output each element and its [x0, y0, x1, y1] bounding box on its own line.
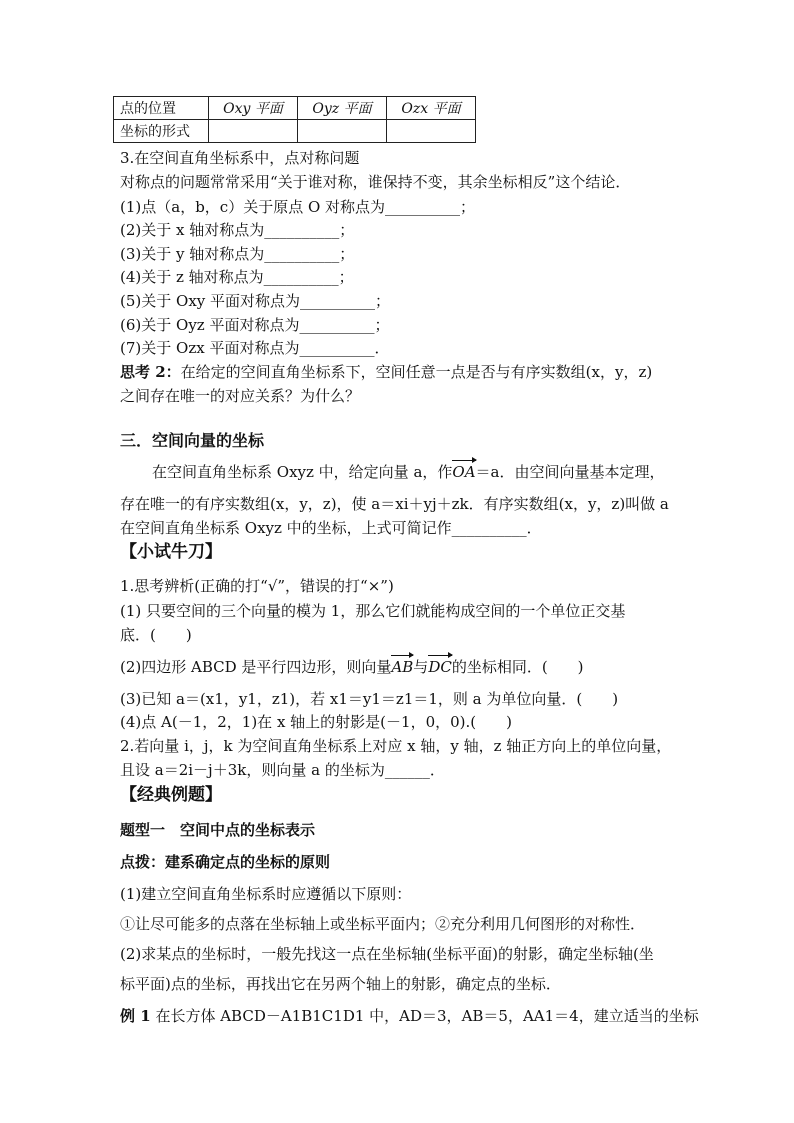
- paragraph-line: 在空间直角坐标系 Oxyz 中的坐标，上式可简记作__________．: [120, 519, 542, 537]
- table-cell: Ozx 平面: [387, 97, 476, 120]
- quiz-text: 与: [413, 658, 429, 676]
- tip-label: 点拨：建系确定点的坐标的原则: [120, 853, 331, 871]
- example-text: 在长方体 ABCD－A1B1C1D1 中，AD＝3，AB＝5，AA1＝4，建立适当的坐标: [155, 1007, 699, 1025]
- symmetry-item: (1)点（a，b，c）关于原点 O 对称点为__________；: [120, 198, 476, 216]
- symmetry-heading: 3.在空间直角坐标系中，点对称问题: [120, 149, 360, 167]
- paragraph-text: 在空间直角坐标系 Oxyz 中，给定向量 a，作: [152, 463, 453, 481]
- section-title: 三．空间向量的坐标: [120, 431, 265, 450]
- vector-oa: OA: [452, 463, 476, 481]
- think-text: 在给定的空间直角坐标系下，空间任意一点是否与有序实数组(x，y，z): [180, 363, 653, 381]
- quiz-question-cont: 且设 a＝2i－j＋3k，则向量 a 的坐标为______．: [120, 761, 445, 779]
- tip-line: (1)建立空间直角坐标系时应遵循以下原则：: [120, 885, 412, 903]
- table-cell: [387, 120, 476, 143]
- example-label: 例 1: [120, 1007, 151, 1025]
- symmetry-item: (5)关于 Oxy 平面对称点为__________；: [120, 292, 391, 310]
- quiz-item: (1) 只要空间的三个向量的模为 1，那么它们就能构成空间的一个单位正交基: [120, 602, 626, 620]
- quiz-item-cont: 底．( ): [120, 626, 192, 644]
- table-cell: 坐标的形式: [114, 120, 209, 143]
- type-heading: 题型一 空间中点的坐标表示: [120, 821, 316, 839]
- table-cell: Oyz 平面: [298, 97, 387, 120]
- think-label: 思考 2：: [120, 363, 181, 381]
- paragraph-line: [152, 462, 664, 482]
- example-line: [120, 1006, 699, 1026]
- table-cell: 点的位置: [114, 97, 209, 120]
- quiz-text: 的坐标相同．( ): [451, 658, 584, 676]
- symmetry-item: (3)关于 y 轴对称点为__________；: [120, 245, 355, 263]
- tip-line: (2)求某点的坐标时，一般先找这一点在坐标轴(坐标平面)的射影，确定坐标轴(坐: [120, 945, 654, 963]
- quiz-question: 2.若向量 i，j，k 为空间直角坐标系上对应 x 轴，y 轴，z 轴正方向上的单位向量，: [120, 737, 672, 755]
- table-cell: [298, 120, 387, 143]
- table-row: [114, 97, 476, 120]
- tip-line: 标平面)点的坐标，再找出它在另两个轴上的射影，确定点的坐标．: [120, 975, 561, 993]
- symmetry-item: (7)关于 Ozx 平面对称点为__________．: [120, 339, 390, 357]
- examples-title: 【经典例题】: [120, 785, 222, 805]
- symmetry-item: (6)关于 Oyz 平面对称点为__________；: [120, 316, 390, 334]
- paragraph-line: 存在唯一的有序实数组(x，y，z)，使 a＝xi＋yj＋zk．有序实数组(x，y，z)叫做 a: [120, 495, 669, 513]
- vector-dc: DC: [428, 658, 452, 676]
- think-question: [120, 362, 652, 382]
- table-row: [114, 120, 476, 143]
- tip-line: ①让尽可能多的点落在坐标轴上或坐标平面内；②充分利用几何图形的对称性．: [120, 915, 646, 933]
- quiz-item: [120, 657, 584, 677]
- paragraph-text: ＝a．由空间向量基本定理，: [475, 463, 665, 481]
- quiz-question: 1.思考辨析(正确的打“√”，错误的打“×”): [120, 577, 394, 595]
- plane-coordinate-table: [113, 96, 476, 143]
- table-cell: Oxy 平面: [209, 97, 298, 120]
- quiz-item: (3)已知 a＝(x1，y1，z1)，若 x1＝y1＝z1＝1，则 a 为单位向量．( ): [120, 690, 619, 708]
- quiz-text: (2)四边形 ABCD 是平行四边形，则向量: [120, 658, 392, 676]
- think-question-cont: 之间存在唯一的对应关系？为什么？: [120, 387, 361, 405]
- quiz-item: (4)点 A(－1，2，1)在 x 轴上的射影是(－1，0，0).( ): [120, 713, 512, 731]
- symmetry-item: (2)关于 x 轴对称点为__________；: [120, 221, 355, 239]
- symmetry-rule: 对称点的问题常常采用“关于谁对称，谁保持不变，其余坐标相反”这个结论．: [120, 173, 631, 191]
- vector-ab: AB: [391, 658, 414, 676]
- quiz-title: 【小试牛刀】: [120, 542, 222, 562]
- symmetry-item: (4)关于 z 轴对称点为__________；: [120, 268, 354, 286]
- table-cell: [209, 120, 298, 143]
